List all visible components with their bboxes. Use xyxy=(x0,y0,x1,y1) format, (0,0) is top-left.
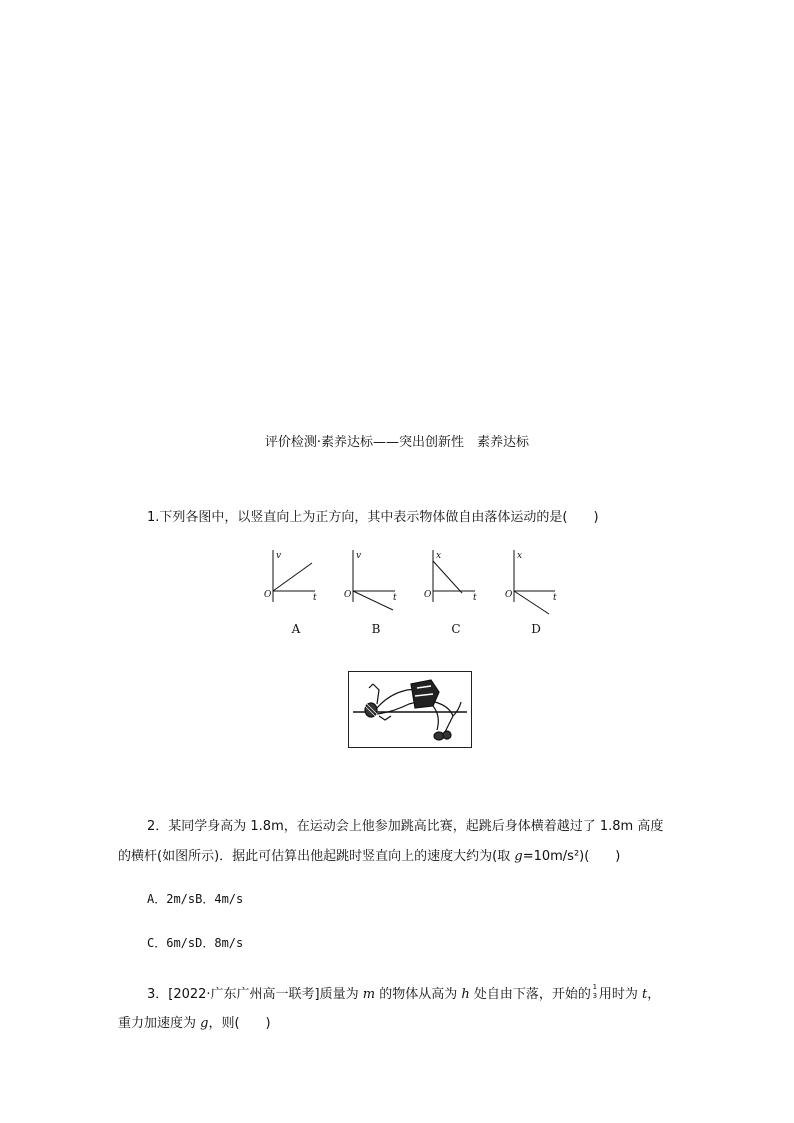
question-2-options-cd: C．6m/sD．8m/s xyxy=(147,936,244,950)
question-2-line-2 xyxy=(118,845,620,864)
graph-c-option-label: C xyxy=(451,622,461,636)
question-3-line-2 xyxy=(118,1012,271,1031)
section-title: 评价检测·素养达标——突出创新性 素养达标 xyxy=(264,435,530,450)
q3-text-c: 处自由下落，开始的 xyxy=(469,987,591,1002)
graph-b-option-label: B xyxy=(371,622,381,636)
q3-fraction-denominator: 3 xyxy=(592,992,598,1000)
graph-a-y-label: v xyxy=(276,551,282,561)
graph-b-x-label: t xyxy=(393,593,397,603)
q3-line2-text-b: ，则( ) xyxy=(208,1016,271,1031)
high-jump-figure xyxy=(348,671,472,748)
q3-text-e: ， xyxy=(647,987,661,1002)
q2-line2-text-a: 的横杆(如图所示)．据此可估算出他起跳时竖直向上的速度大约为(取 xyxy=(118,849,515,864)
q3-gravity-symbol: g xyxy=(200,1016,209,1031)
q3-text-b: 的物体从高为 xyxy=(375,987,462,1002)
question-2-line-1: 2．某同学身高为 1.8m，在运动会上他参加跳高比赛，起跳后身体横着越过了 1.8m 高度 xyxy=(147,819,664,834)
question-2-options-ab: A．2m/sB．4m/s xyxy=(147,892,244,906)
question-1-graphs xyxy=(255,548,575,640)
graph-c-y-label: x xyxy=(436,551,442,561)
q3-line2-text-a: 重力加速度为 xyxy=(118,1016,201,1031)
graph-a-origin: O xyxy=(264,590,272,600)
graph-d-y-label: x xyxy=(517,551,523,561)
graph-a-option-label: A xyxy=(291,622,301,636)
graph-a-x-label: t xyxy=(313,593,317,603)
graph-d-origin: O xyxy=(505,590,513,600)
q3-height-symbol: h xyxy=(461,987,470,1002)
graph-d-x-label: t xyxy=(553,593,557,603)
graph-c-origin: O xyxy=(424,590,432,600)
q3-fraction xyxy=(591,983,599,1001)
graph-b-y-label: v xyxy=(356,551,362,561)
q3-mass-symbol: m xyxy=(362,987,376,1002)
q3-fraction-numerator: 1 xyxy=(592,983,598,991)
question-3-line-1 xyxy=(147,983,660,1002)
q3-time-symbol: t xyxy=(642,987,648,1002)
question-1-text: 1.下列各图中，以竖直向上为正方向，其中表示物体做自由落体运动的是( ) xyxy=(147,510,599,525)
q2-gravity-symbol: g xyxy=(514,849,523,864)
q3-text-d: 用时为 xyxy=(598,987,643,1002)
graph-d-option-label: D xyxy=(531,622,541,636)
graph-b-origin: O xyxy=(344,590,352,600)
high-jumper-illustration xyxy=(349,672,471,747)
graph-c-x-label: t xyxy=(473,593,477,603)
q2-line2-text-b: =10m/s²)( ) xyxy=(522,849,621,864)
q3-text-a: 3．[2022·广东广州高一联考]质量为 xyxy=(147,987,363,1002)
